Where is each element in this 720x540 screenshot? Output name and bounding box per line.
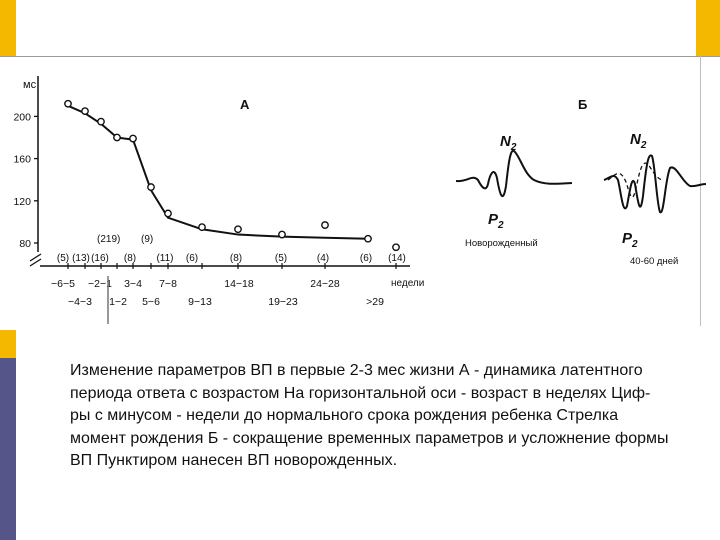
data-point	[279, 231, 285, 237]
count-label: (14)	[388, 253, 406, 264]
caption-40-60: 40-60 дней	[630, 256, 679, 267]
count-label: (6)	[359, 253, 373, 264]
x-tick-label: 1−2	[109, 296, 127, 308]
panel-b-title: Б	[578, 97, 588, 112]
label-n2-40-60: $N_2$	[630, 131, 647, 151]
counts-row	[57, 253, 406, 264]
count-label: (5)	[56, 253, 70, 264]
waveform-40-60	[604, 155, 706, 212]
count-label: (13)	[72, 253, 90, 264]
x-tick-label: 14−18	[224, 278, 254, 290]
y-ticks	[13, 111, 38, 250]
data-point	[114, 134, 120, 140]
x-tick-label: 7−8	[159, 278, 177, 290]
count-label: (5)	[274, 253, 288, 264]
count-label: (8)	[123, 253, 137, 264]
x-tick-label: −2−1	[88, 278, 112, 290]
count-label: (8)	[229, 253, 243, 264]
x-tick-label: 9−13	[188, 296, 212, 308]
x-tick-label: −6−5	[51, 278, 75, 290]
data-point	[98, 118, 104, 124]
x-tick-label: 5−6	[142, 296, 160, 308]
accent-bar-right	[696, 0, 720, 56]
panel-a-title: А	[240, 97, 250, 112]
x-tick-label: −4−3	[68, 296, 92, 308]
accent-bar-middle	[0, 330, 16, 358]
waveform-newborn	[456, 151, 572, 196]
count-label: (4)	[316, 253, 330, 264]
panel-a	[13, 76, 424, 324]
trend-curve	[68, 106, 368, 239]
data-point	[165, 210, 171, 216]
label-p2-newborn: $P_2$	[488, 211, 504, 231]
data-point	[65, 101, 71, 107]
x-axis-label: недели	[391, 278, 425, 289]
slide-caption: Изменение параметров ВП в первые 2-3 мес жизни А - динамика латентного периода ответа с возрастом На горизонтальной оси - возраст в неделях Циф-ры с минусом - недели до нормального срока рождения ребенка Стрелка момент рождения Б - сокращение временных параметров и усложнение формы ВП Пунктиром нанесен ВП новорожденных.	[70, 362, 669, 469]
y-axis-label: мс	[23, 79, 37, 91]
y-tick-label: 200	[13, 111, 31, 124]
panel-b	[456, 97, 706, 267]
axis-break-icon	[30, 254, 41, 266]
data-point	[148, 184, 154, 190]
data-point	[365, 236, 371, 242]
label-p2-40-60: $P_2$	[622, 230, 638, 250]
x-tick-label: >29	[366, 296, 384, 308]
caption-newborn: Новорожденный	[465, 238, 538, 249]
x-tick-label: 19−23	[268, 296, 298, 308]
x-tick-label: 3−4	[124, 278, 142, 290]
data-points	[65, 101, 399, 251]
data-point	[235, 226, 241, 232]
accent-bar-top	[0, 0, 16, 56]
accent-bar-bottom	[0, 358, 16, 540]
data-point	[393, 244, 399, 250]
y-tick-label: 80	[19, 238, 31, 250]
annotation-9: (9)	[141, 234, 154, 245]
count-label: (16)	[91, 253, 109, 264]
label-n2-newborn: $N_2$	[500, 133, 517, 153]
x-tick-label: 24−28	[310, 278, 340, 290]
figure	[0, 56, 720, 328]
y-tick-label: 120	[13, 195, 31, 208]
count-label: (6)	[185, 253, 199, 264]
y-tick-label: 160	[13, 153, 31, 166]
annotation-219: (219)	[97, 234, 121, 245]
data-point	[199, 224, 205, 230]
data-point	[322, 222, 328, 228]
data-point	[82, 108, 88, 114]
count-label: (11)	[156, 253, 174, 264]
x-tick-labels	[51, 278, 384, 308]
data-point	[130, 135, 136, 141]
